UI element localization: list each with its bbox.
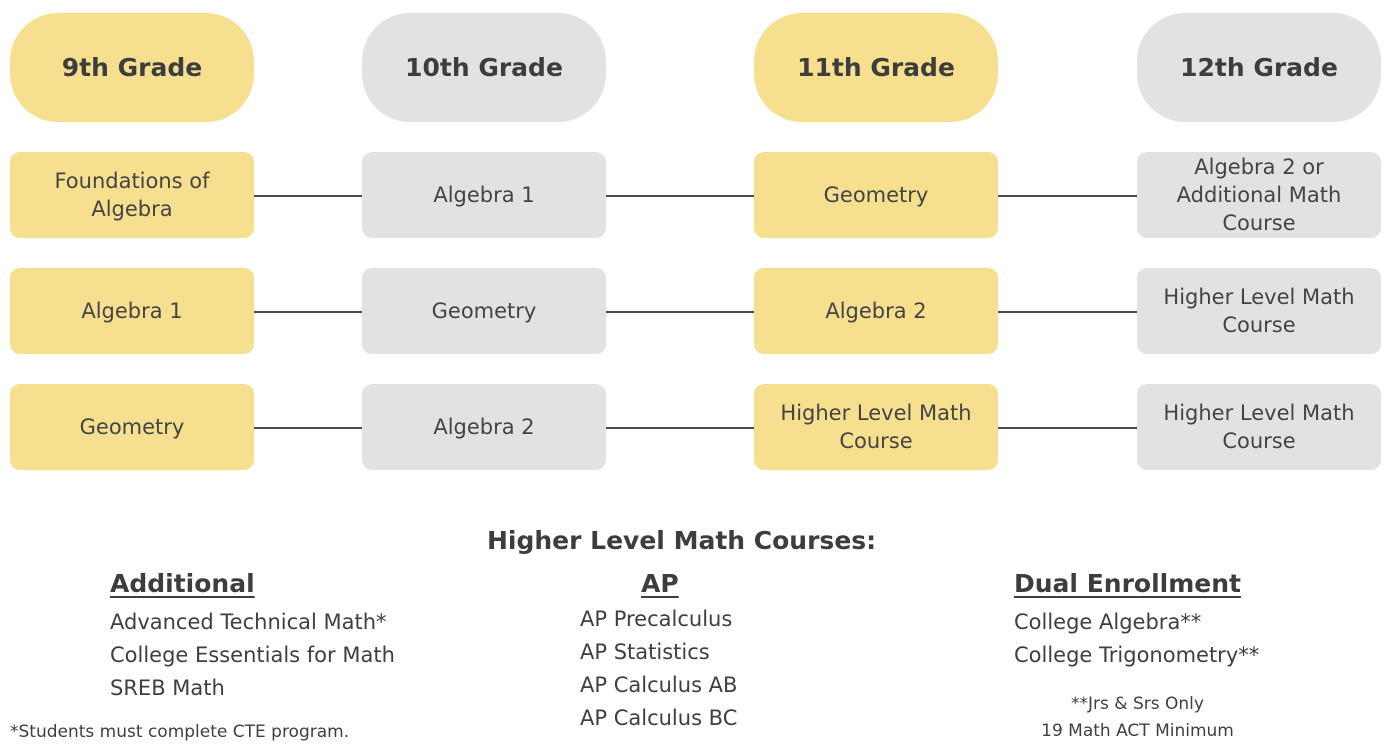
pathway-1-grade-11 — [754, 152, 998, 238]
connector-line — [606, 195, 754, 197]
list-item: AP Precalculus — [580, 607, 733, 631]
grade-header-9 — [10, 13, 254, 122]
course-label: Higher Level Math Course — [780, 401, 972, 453]
course-label: Higher Level Math Course — [1163, 285, 1355, 337]
course-label: Foundations of Algebra — [54, 169, 210, 221]
course-label: Geometry — [823, 183, 929, 207]
course-label: Geometry — [431, 299, 537, 323]
pathway-2-grade-11 — [754, 268, 998, 354]
course-label: Higher Level Math Course — [1163, 401, 1355, 453]
pathway-1-grade-10 — [362, 152, 606, 238]
connector-line — [254, 311, 362, 313]
connector-line — [606, 311, 754, 313]
ap-title: AP — [641, 569, 679, 598]
pathway-3-grade-10 — [362, 384, 606, 470]
pathway-2-grade-9 — [10, 268, 254, 354]
pathway-3-grade-9 — [10, 384, 254, 470]
additional-list — [110, 606, 395, 705]
additional-title: Additional — [110, 569, 255, 598]
grade-header-12 — [1137, 13, 1381, 122]
connector-line — [254, 427, 362, 429]
course-label: Algebra 2 — [433, 415, 535, 439]
course-label: Algebra 2 — [825, 299, 927, 323]
grade-header-10 — [362, 13, 606, 122]
higher-level-heading: Higher Level Math Courses: — [487, 526, 877, 555]
ap-list — [580, 603, 737, 735]
course-label: Algebra 1 — [81, 299, 183, 323]
dual-note-line: **Jrs & Srs Only — [1071, 694, 1204, 714]
connector-line — [254, 195, 362, 197]
list-item: AP Statistics — [580, 640, 710, 664]
grade-header-11 — [754, 13, 998, 122]
grade-header-label: 12th Grade — [1180, 53, 1338, 82]
list-item: Advanced Technical Math* — [110, 610, 387, 634]
course-label: Algebra 2 or Additional Math Course — [1176, 155, 1342, 235]
connector-line — [998, 427, 1137, 429]
pathway-3-grade-11 — [754, 384, 998, 470]
list-item: AP Calculus AB — [580, 673, 738, 697]
course-label: Algebra 1 — [433, 183, 535, 207]
grade-header-label: 9th Grade — [61, 53, 203, 82]
dual-enrollment-title: Dual Enrollment — [1014, 569, 1241, 598]
connector-line — [606, 427, 754, 429]
list-item: College Trigonometry** — [1014, 643, 1260, 667]
pathway-2-grade-12 — [1137, 268, 1381, 354]
connector-line — [998, 311, 1137, 313]
list-item: AP Calculus BC — [580, 706, 738, 730]
dual-enrollment-note — [1020, 691, 1255, 745]
pathway-1-grade-12 — [1137, 152, 1381, 238]
grade-header-label: 11th Grade — [797, 53, 955, 82]
pathway-2-grade-10 — [362, 268, 606, 354]
dual-enrollment-list — [1014, 606, 1259, 672]
cte-footnote: *Students must complete CTE program. — [10, 722, 350, 742]
pathway-3-grade-12 — [1137, 384, 1381, 470]
grade-header-label: 10th Grade — [405, 53, 563, 82]
dual-note-line: 19 Math ACT Minimum — [1041, 721, 1234, 741]
list-item: SREB Math — [110, 676, 225, 700]
list-item: College Algebra** — [1014, 610, 1202, 634]
connector-line — [998, 195, 1137, 197]
pathway-1-grade-9 — [10, 152, 254, 238]
course-label: Geometry — [79, 415, 185, 439]
list-item: College Essentials for Math — [110, 643, 395, 667]
